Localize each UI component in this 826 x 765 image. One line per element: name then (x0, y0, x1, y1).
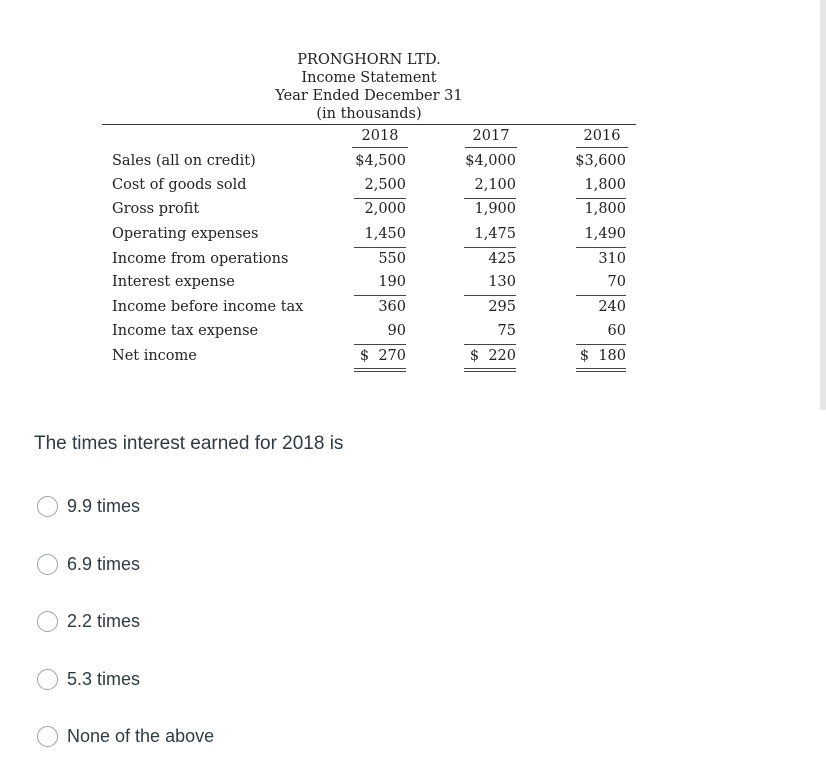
cell-value: 2,000 (364, 201, 406, 217)
cell-value: 75 (497, 323, 516, 339)
subtotal-rule (576, 198, 626, 199)
option-label: None of the above (67, 725, 215, 746)
subtotal-rule (464, 344, 516, 345)
subtotal-rule (354, 247, 406, 248)
subtotal-rule (464, 247, 516, 248)
year-header: 2018 (361, 128, 399, 144)
cell-value: 1,900 (474, 201, 516, 217)
subtotal-rule (576, 295, 626, 296)
row-label: Net income (112, 348, 197, 364)
row-label: Sales (all on credit) (112, 153, 256, 169)
cell-value: 130 (488, 274, 516, 290)
answer-option[interactable] (37, 494, 140, 518)
radio-button[interactable] (37, 726, 58, 747)
cell-value: 360 (378, 299, 406, 315)
row-label: Income before income tax (112, 299, 304, 315)
row-label: Income tax expense (112, 323, 259, 339)
row-label: Interest expense (112, 274, 235, 290)
header-rule (102, 124, 636, 125)
cell-value: $4,500 (355, 153, 406, 169)
cell-value: $4,000 (465, 153, 516, 169)
question-text: The times interest earned for 2018 is (34, 433, 344, 454)
cell-value: 425 (488, 251, 516, 267)
year-rule (576, 147, 628, 148)
option-label: 2.2 times (67, 610, 141, 631)
statement-period: Year Ended December 31 (275, 88, 463, 104)
subtotal-rule (576, 247, 626, 248)
cell-value: 2,500 (364, 177, 406, 193)
radio-button[interactable] (37, 496, 58, 517)
year-rule (465, 147, 517, 148)
company-name: PRONGHORN LTD. (297, 52, 441, 68)
subtotal-rule (354, 344, 406, 345)
cell-value: $ 270 (359, 348, 406, 364)
cell-value: 1,490 (584, 226, 626, 242)
cell-value: 295 (488, 299, 516, 315)
cell-value: 1,800 (584, 201, 626, 217)
answer-option[interactable] (37, 724, 214, 748)
total-double-rule (464, 368, 516, 372)
statement-units: (in thousands) (316, 106, 422, 122)
subtotal-rule (464, 295, 516, 296)
cell-value: 90 (387, 323, 406, 339)
cell-value: 2,100 (474, 177, 516, 193)
radio-button[interactable] (37, 554, 58, 575)
option-label: 9.9 times (67, 495, 141, 516)
radio-button[interactable] (37, 669, 58, 690)
cell-value: 550 (378, 251, 406, 267)
cell-value: 1,475 (474, 226, 516, 242)
option-label: 6.9 times (67, 553, 141, 574)
year-header: 2016 (583, 128, 621, 144)
total-double-rule (576, 368, 626, 372)
answer-option[interactable] (37, 609, 140, 633)
income-statement (0, 0, 826, 380)
cell-value: 70 (607, 274, 626, 290)
subtotal-rule (354, 295, 406, 296)
option-label: 5.3 times (67, 668, 141, 689)
answer-option[interactable] (37, 552, 140, 576)
subtotal-rule (354, 198, 406, 199)
cell-value: 190 (378, 274, 406, 290)
cell-value: 310 (598, 251, 626, 267)
row-label: Income from operations (112, 251, 289, 267)
answer-option[interactable] (37, 667, 140, 691)
row-label: Operating expenses (112, 226, 259, 242)
row-label: Cost of goods sold (112, 177, 247, 193)
subtotal-rule (576, 344, 626, 345)
year-rule (352, 147, 408, 148)
total-double-rule (354, 368, 406, 372)
cell-value: $ 180 (579, 348, 626, 364)
statement-title: Income Statement (301, 70, 437, 86)
radio-button[interactable] (37, 611, 58, 632)
cell-value: 60 (607, 323, 626, 339)
cell-value: 240 (598, 299, 626, 315)
row-label: Gross profit (112, 201, 200, 217)
cell-value: $ 220 (469, 348, 516, 364)
year-header: 2017 (472, 128, 510, 144)
cell-value: $3,600 (575, 153, 626, 169)
subtotal-rule (464, 198, 516, 199)
cell-value: 1,450 (364, 226, 406, 242)
cell-value: 1,800 (584, 177, 626, 193)
